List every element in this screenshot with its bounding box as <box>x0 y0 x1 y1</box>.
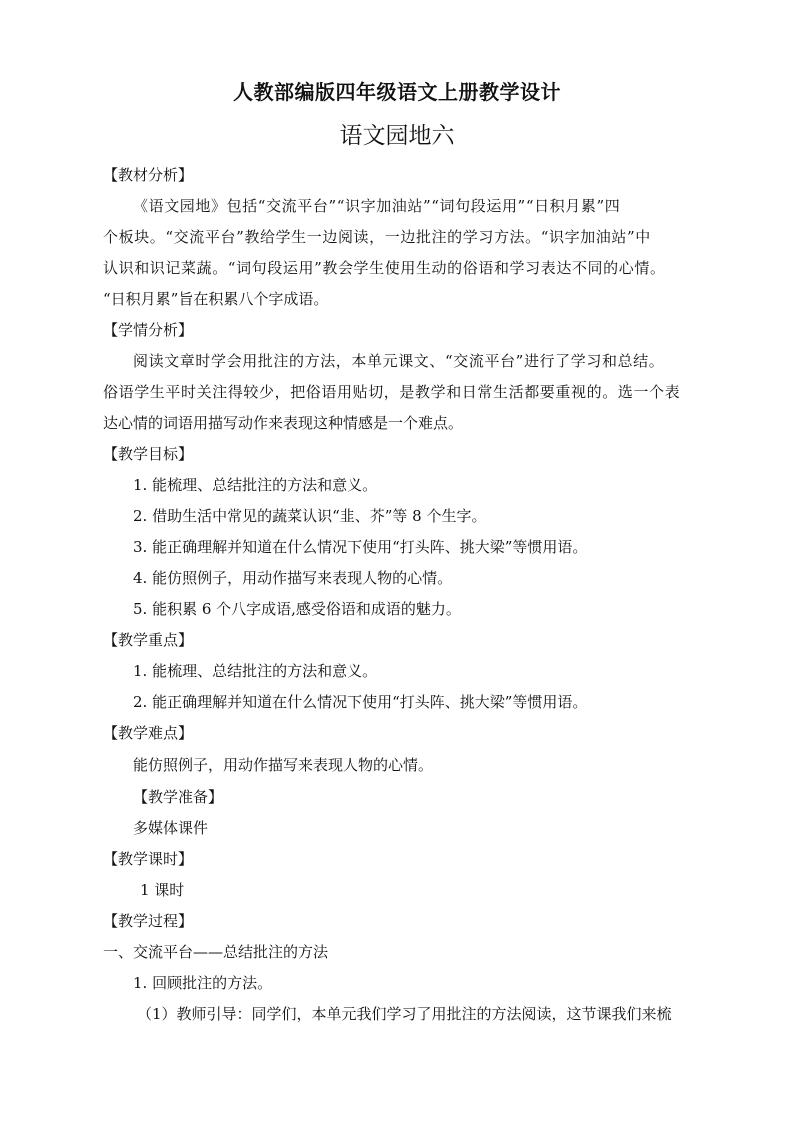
section-heading-analysis: 【教材分析】 <box>103 166 194 184</box>
key-point-item: 1. 能梳理、总结批注的方法和意义。 <box>133 662 378 680</box>
section-heading-key: 【教学重点】 <box>103 631 194 649</box>
goal-item: 3. 能正确理解并知道在什么情况下使用“打头阵、挑大梁”等惯用语。 <box>133 538 588 556</box>
difficulty-text: 能仿照例子，用动作描写来表现人物的心情。 <box>133 756 434 774</box>
student-line: 俗语学生平时关注得较少，把俗语用贴切，是教学和日常生活都要重视的。选一个表 <box>103 383 681 401</box>
key-point-item: 2. 能正确理解并知道在什么情况下使用“打头阵、挑大梁”等惯用语。 <box>133 693 588 711</box>
goal-item: 4. 能仿照例子，用动作描写来表现人物的心情。 <box>133 569 453 587</box>
analysis-line: 认识和识记菜蔬。“词句段运用”教会学生使用生动的俗语和学习表达不同的心情。 <box>103 259 666 277</box>
student-line: 达心情的词语用描写动作来表现这种情感是一个难点。 <box>103 414 464 432</box>
process-step: 1. 回顾批注的方法。 <box>133 974 273 992</box>
document-title: 人教部编版四年级语文上册教学设计 <box>233 80 561 104</box>
goal-item: 5. 能积累 6 个八字成语,感受俗语和成语的魅力。 <box>133 600 461 618</box>
process-substep: （1）教师引导：同学们，本单元我们学习了用批注的方法阅读，这节课我们来梳 <box>137 1005 672 1023</box>
student-line: 阅读文章时学会用批注的方法，本单元课文、“交流平台”进行了学习和总结。 <box>133 352 665 370</box>
hours-text: 1 课时 <box>140 881 185 899</box>
document-subtitle: 语文园地六 <box>339 123 455 149</box>
goal-item: 1. 能梳理、总结批注的方法和意义。 <box>133 476 378 494</box>
section-heading-process: 【教学过程】 <box>103 912 194 930</box>
analysis-line: “日积月累”旨在积累八个字成语。 <box>103 290 329 308</box>
section-heading-hours: 【教学课时】 <box>103 850 194 868</box>
goal-item: 2. 借助生活中常见的蔬菜认识“韭、芥”等 8 个生字。 <box>133 507 487 525</box>
section-heading-student: 【学情分析】 <box>103 321 194 339</box>
section-heading-difficulty: 【教学难点】 <box>103 724 194 742</box>
section-heading-prep: 【教学准备】 <box>133 788 224 806</box>
analysis-line: 个板块。“交流平台”教给学生一边阅读，一边批注的学习方法。“识字加油站”中 <box>103 228 651 246</box>
prep-text: 多媒体课件 <box>133 819 209 837</box>
process-part-heading: 一、交流平台——总结批注的方法 <box>103 943 329 961</box>
section-heading-goals: 【教学目标】 <box>103 445 194 463</box>
analysis-line: 《语文园地》包括“交流平台”“识字加油站”“词句段运用”“日积月累”四 <box>133 197 621 215</box>
